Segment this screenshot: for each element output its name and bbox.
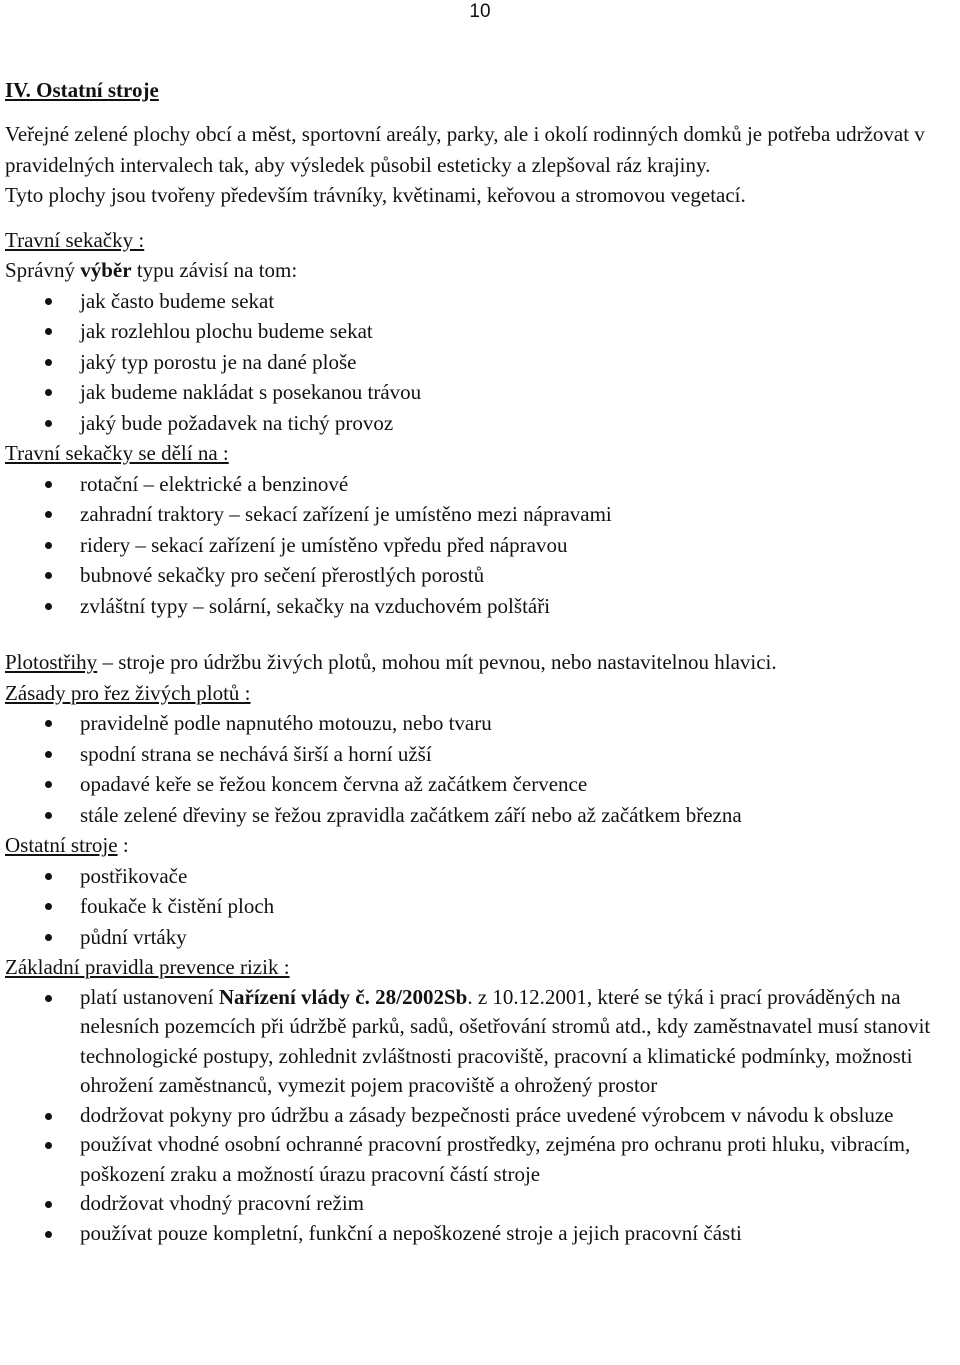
list-item: jak často budeme sekat — [5, 286, 960, 317]
list-item: jak rozlehlou plochu budeme sekat — [5, 316, 960, 347]
list-item: stále zelené dřeviny se řežou zpravidla začátkem září nebo až začátkem března — [5, 800, 960, 831]
mowers-choice-line — [5, 255, 960, 286]
list-item: rotační – elektrické a benzinové — [5, 469, 960, 500]
prevention-title: Základní pravidla prevence rizik : — [5, 955, 290, 979]
hedge-term: Plotostřihy — [5, 650, 98, 674]
document-body — [5, 75, 960, 1248]
prevention-first-prefix: platí ustanovení — [80, 984, 219, 1009]
choice-prefix: Správný — [5, 258, 81, 282]
list-item: postřikovače — [5, 861, 960, 892]
list-item: foukače k čistění ploch — [5, 891, 960, 922]
other-machines-title-suffix: : — [117, 833, 129, 857]
list-item: používat vhodné osobní ochranné pracovní prostředky, zejména pro ochranu proti hluku, vibracím, poškození zraku a možností úrazu pracovní částí stroje — [5, 1130, 960, 1189]
hedge-definition — [5, 647, 960, 678]
prevention-list — [5, 983, 960, 1249]
regulation-reference: Nařízení vlády č. 28/2002Sb — [218, 984, 468, 1009]
list-item: jak budeme nakládat s posekanou trávou — [5, 377, 960, 408]
choice-bold: výběr — [80, 258, 132, 282]
list-item: bubnové sekačky pro sečení přerostlých porostů — [5, 560, 960, 591]
list-item: jaký bude požadavek na tichý provoz — [5, 408, 960, 439]
hedge-rules-title: Zásady pro řez živých plotů : — [5, 680, 251, 705]
list-item: dodržovat vhodný pracovní režim — [5, 1189, 960, 1219]
other-machines-title: Ostatní stroje — [5, 833, 118, 857]
choice-suffix: typu závisí na tom: — [131, 258, 298, 282]
mowers-title: Travní sekačky : — [5, 227, 145, 252]
hedge-rules-list — [5, 708, 960, 830]
other-machines-title-line — [5, 830, 960, 861]
list-item: ridery – sekací zařízení je umístěno vpředu před nápravou — [5, 530, 960, 561]
hedge-definition-text: – stroje pro údržbu živých plotů, mohou mít pevnou, nebo nastavitelnou hlavici. — [97, 650, 777, 674]
intro-paragraph-2: Tyto plochy jsou tvořeny především trávníky, květinami, keřovou a stromovou vegetací. — [5, 183, 746, 207]
list-item — [5, 983, 960, 1101]
intro-paragraph: Veřejné zelené plochy obcí a měst, sportovní areály, parky, ale i okolí rodinných domků je potřeba udržovat v pravidelných intervalech tak, aby výsledek působil esteticky a zlepšoval ráz krajiny. — [5, 122, 925, 177]
list-item: zahradní traktory – sekací zařízení je umístěno mezi nápravami — [5, 499, 960, 530]
mowers-types-list — [5, 469, 960, 622]
mowers-types-title: Travní sekačky se dělí na : — [5, 441, 229, 465]
list-item: půdní vrtáky — [5, 922, 960, 953]
list-item: pravidelně podle napnutého motouzu, nebo tvaru — [5, 708, 960, 739]
mowers-criteria-list — [5, 286, 960, 439]
list-item: používat pouze kompletní, funkční a nepoškozené stroje a jejich pracovní části — [5, 1219, 960, 1249]
list-item: opadavé keře se řežou koncem června až začátkem července — [5, 769, 960, 800]
list-item: zvláštní typy – solární, sekačky na vzduchovém polštáři — [5, 591, 960, 622]
page-number: 10 — [469, 1, 491, 22]
list-item: jaký typ porostu je na dané ploše — [5, 347, 960, 378]
section-heading: IV. Ostatní stroje — [5, 78, 159, 102]
list-item: dodržovat pokyny pro údržbu a zásady bezpečnosti práce uvedené výrobcem v návodu k obsluze — [5, 1101, 960, 1131]
prevention-first-rest: . z 10.12.2001, které se týká i prací prováděných na nelesních pozemcích při údržbě parků, sadů, ošetřování stromů atd., kdy zaměstnavatel musí stanovit technologické postupy, zohlednit zvláštnosti pracoviště, pracovní a klimatické podmínky, možnosti ohrožení zaměstnanců, vymezit pojem pracoviště a ohrožený prostor — [80, 984, 931, 1097]
list-item: spodní strana se nechává širší a horní užší — [5, 739, 960, 770]
other-machines-list — [5, 861, 960, 953]
